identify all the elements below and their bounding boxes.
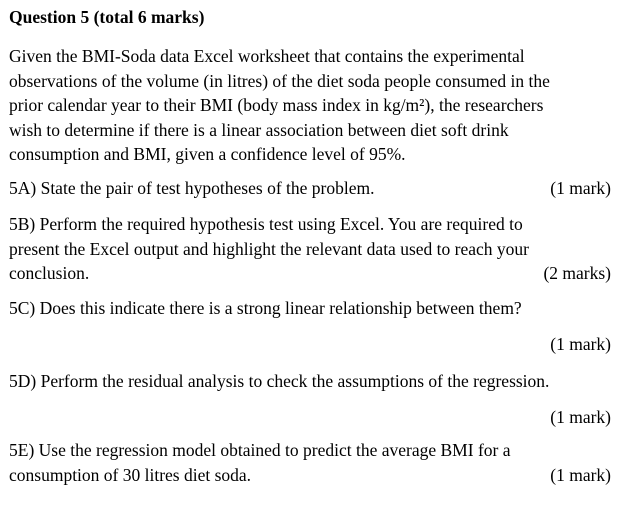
part-5c <box>9 296 611 356</box>
part-5d-text: 5D) Perform the residual analysis to check the assumptions of the regression. <box>9 371 550 391</box>
intro-line: prior calendar year to their BMI (body mass index in kg/m²), the researchers <box>9 95 544 115</box>
part-5e-marks: (1 mark) <box>550 464 611 485</box>
part-5c-marks: (1 mark) <box>550 333 611 354</box>
part-5b-text-line: conclusion. <box>9 263 90 283</box>
part-5a <box>9 176 611 201</box>
intro-line: wish to determine if there is a linear association between diet soft drink <box>9 119 509 140</box>
part-5b <box>9 212 611 286</box>
part-5e-text-line: 5E) Use the regression model obtained to predict the average BMI for a <box>9 440 511 460</box>
intro-line: Given the BMI-Soda data Excel worksheet that contains the experimental <box>9 46 525 66</box>
part-5a-marks: (1 mark) <box>550 178 611 198</box>
part-5b-marks: (2 marks) <box>543 263 611 283</box>
part-5c-text: 5C) Does this indicate there is a strong linear relationship between them? <box>9 298 522 318</box>
intro-line: consumption and BMI, given a confidence level of 95%. <box>9 144 406 164</box>
part-5d <box>9 369 611 429</box>
part-5b-text-line: present the Excel output and highlight the relevant data used to reach your <box>9 238 529 259</box>
question-intro <box>9 44 621 167</box>
question-title: Question 5 (total 6 marks) <box>9 7 205 27</box>
part-5a-text: 5A) State the pair of test hypotheses of the problem. <box>9 178 375 198</box>
part-5b-text-line: 5B) Perform the required hypothesis test using Excel. You are required to <box>9 214 523 234</box>
intro-line: observations of the volume (in litres) of the diet soda people consumed in the <box>9 70 550 91</box>
part-5e-text-line: consumption of 30 litres diet soda. <box>9 464 252 485</box>
part-5d-marks: (1 mark) <box>550 406 611 427</box>
part-5e <box>9 438 611 487</box>
